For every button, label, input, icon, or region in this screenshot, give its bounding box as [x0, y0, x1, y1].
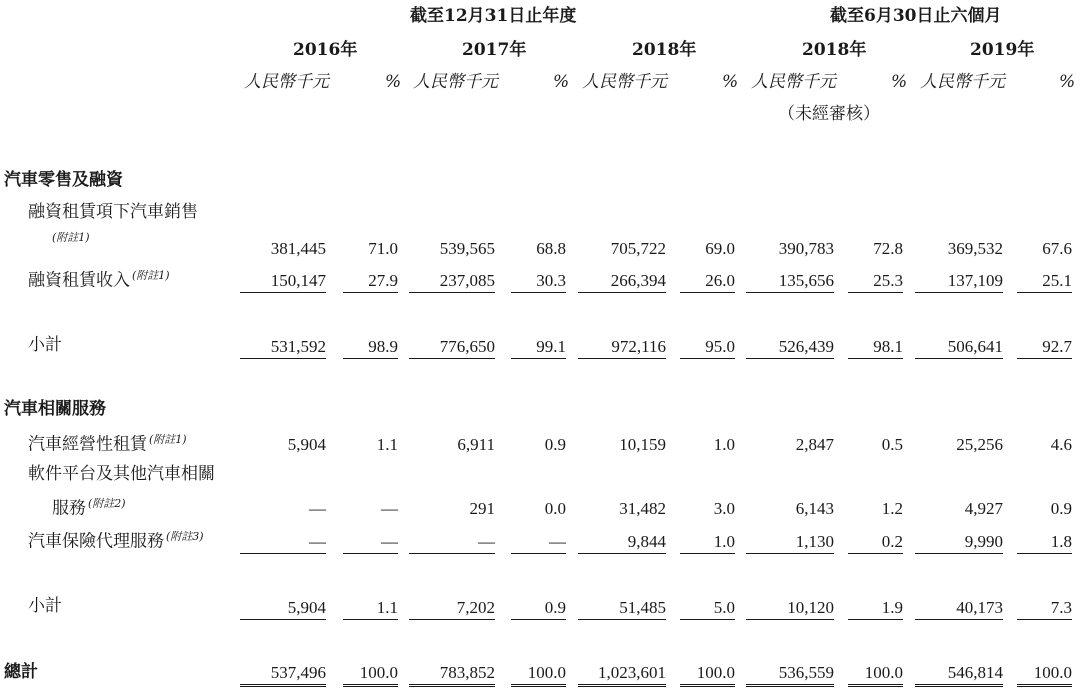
cell-total-col8: 546,814 [915, 664, 1003, 687]
cell-r1-col3: 68.8 [536, 239, 566, 258]
cell-sub1-col0: 531,592 [240, 338, 326, 359]
row-note-software-platform: (附註2) [88, 497, 126, 510]
cell-total-col4: 1,023,601 [578, 664, 666, 687]
cell-s2-col3: 0.0 [544, 499, 566, 518]
header-group-year-ended: 截至12月31日止年度 [410, 6, 577, 26]
row-label-software-platform-line1: 軟件平台及其他汽車相關 [28, 464, 215, 484]
cell-r1-col9: 67.6 [1042, 239, 1072, 258]
cell-s3-col6: 1,130 [746, 533, 834, 554]
cell-s1-col1: 1.1 [376, 435, 398, 454]
cell-s2-col2: 291 [469, 499, 495, 518]
cell-total-col3: 100.0 [511, 664, 566, 687]
cell-s3-col9: 1.8 [1017, 533, 1072, 554]
cell-r1-col2: 539,565 [439, 239, 495, 258]
cell-s1-col0: 5,904 [287, 435, 326, 454]
cell-s3-col4: 9,844 [578, 533, 666, 554]
cell-sub1-col5: 95.0 [680, 338, 735, 359]
cell-r2-col3: 30.3 [511, 272, 566, 293]
cell-s3-col1: — [343, 533, 398, 554]
cell-s2-col7: 1.2 [881, 499, 903, 518]
cell-s1-col2: 6,911 [457, 435, 495, 454]
cell-sub2-col6: 10,120 [746, 599, 834, 620]
row-label-total: 總計 [4, 662, 38, 682]
header-year-2018: 2018年 [632, 40, 697, 60]
cell-r1-col7: 72.8 [873, 239, 903, 258]
cell-s3-col5: 1.0 [680, 533, 735, 554]
section-retail-financing: 汽車零售及融資 [4, 170, 123, 190]
row-label-software-platform-line2 [52, 498, 126, 518]
cell-r1-col1: 71.0 [368, 239, 398, 258]
unit-rmb-2017: 人民幣千元 [413, 72, 498, 92]
row-note-insurance-agency: (附註3) [166, 530, 204, 543]
header-year-2018-h1: 2018年 [802, 40, 867, 60]
row-label-subtotal-services: 小計 [28, 596, 62, 616]
cell-sub2-col5: 5.0 [680, 599, 735, 620]
cell-s1-col4: 10,159 [619, 435, 666, 454]
header-group-six-months: 截至6月30日止六個月 [830, 6, 1002, 26]
cell-sub2-col9: 7.3 [1017, 599, 1072, 620]
cell-sub2-col8: 40,173 [915, 599, 1003, 620]
cell-r2-col1: 27.9 [343, 272, 398, 293]
cell-sub1-col8: 506,641 [915, 338, 1003, 359]
cell-sub1-col2: 776,650 [409, 338, 495, 359]
cell-s1-col9: 4.6 [1050, 435, 1072, 454]
section-vehicle-services: 汽車相關服務 [4, 399, 106, 419]
cell-total-col0: 537,496 [240, 664, 326, 687]
cell-total-col7: 100.0 [848, 664, 903, 687]
cell-s3-col3: — [511, 533, 566, 554]
cell-s3-col8: 9,990 [915, 533, 1003, 554]
cell-sub2-col3: 0.9 [511, 599, 566, 620]
cell-r2-col5: 26.0 [680, 272, 735, 293]
cell-s3-col7: 0.2 [848, 533, 903, 554]
cell-r1-col0: 381,445 [270, 239, 326, 258]
row-label-software-platform-text: 服務 [52, 498, 86, 519]
header-year-2016: 2016年 [293, 40, 358, 60]
unit-pct-2017: % [553, 72, 570, 92]
cell-sub2-col0: 5,904 [240, 599, 326, 620]
row-label-operating-lease [28, 434, 187, 454]
cell-r2-col2: 237,085 [409, 272, 495, 293]
cell-total-col9: 100.0 [1017, 664, 1072, 687]
cell-sub2-col7: 1.9 [848, 599, 903, 620]
row-note-finance-lease-income: (附註1) [132, 269, 170, 282]
unit-rmb-2018-h1: 人民幣千元 [751, 72, 836, 92]
cell-sub1-col6: 526,439 [746, 338, 834, 359]
row-label-insurance-agency [28, 531, 204, 551]
cell-sub1-col7: 98.1 [848, 338, 903, 359]
unit-pct-2016: % [385, 72, 402, 92]
unit-pct-2018-h1: % [891, 72, 908, 92]
cell-total-col1: 100.0 [343, 664, 398, 687]
cell-sub1-col9: 92.7 [1017, 338, 1072, 359]
header-year-2017: 2017年 [462, 40, 527, 60]
cell-sub1-col4: 972,116 [578, 338, 666, 359]
cell-s2-col5: 3.0 [713, 499, 735, 518]
cell-r1-col4: 705,722 [610, 239, 666, 258]
row-label-finance-lease-income [28, 270, 170, 290]
cell-total-col2: 783,852 [409, 664, 495, 687]
cell-r1-col5: 69.0 [705, 239, 735, 258]
row-label-subtotal-retail: 小計 [28, 335, 62, 355]
row-note-operating-lease: (附註1) [149, 433, 187, 446]
row-label-insurance-agency-text: 汽車保險代理服務 [28, 531, 164, 552]
cell-total-col6: 536,559 [746, 664, 834, 687]
row-note-finance-lease-sales: (附註1) [52, 231, 90, 244]
cell-s2-col0: — [309, 499, 326, 518]
cell-s2-col6: 6,143 [795, 499, 834, 518]
unit-pct-2019-h1: % [1059, 72, 1076, 92]
unit-pct-2018: % [722, 72, 739, 92]
cell-s3-col2: — [409, 533, 495, 554]
cell-r2-col9: 25.1 [1017, 272, 1072, 293]
cell-s1-col5: 1.0 [713, 435, 735, 454]
cell-r2-col4: 266,394 [578, 272, 666, 293]
cell-total-col5: 100.0 [680, 664, 735, 687]
cell-sub1-col1: 98.9 [343, 338, 398, 359]
cell-s2-col8: 4,927 [964, 499, 1003, 518]
cell-s1-col7: 0.5 [881, 435, 903, 454]
row-label-operating-lease-text: 汽車經營性租賃 [28, 434, 147, 455]
cell-s1-col6: 2,847 [795, 435, 834, 454]
row-label-finance-lease-sales: 融資租賃項下汽車銷售 [28, 202, 198, 222]
cell-s1-col8: 25,256 [956, 435, 1003, 454]
cell-r2-col0: 150,147 [240, 272, 326, 293]
cell-sub2-col4: 51,485 [578, 599, 666, 620]
cell-s2-col1: — [381, 499, 398, 518]
cell-sub2-col1: 1.1 [343, 599, 398, 620]
cell-s2-col4: 31,482 [619, 499, 666, 518]
header-year-2019-h1: 2019年 [970, 40, 1035, 60]
cell-s1-col3: 0.9 [544, 435, 566, 454]
row-label-finance-lease-income-text: 融資租賃收入 [28, 270, 130, 291]
cell-r2-col6: 135,656 [746, 272, 834, 293]
unaudited-note: （未經審核） [778, 104, 880, 124]
cell-r2-col7: 25.3 [848, 272, 903, 293]
cell-r2-col8: 137,109 [915, 272, 1003, 293]
cell-s3-col0: — [240, 533, 326, 554]
unit-rmb-2019-h1: 人民幣千元 [920, 72, 1005, 92]
cell-sub1-col3: 99.1 [511, 338, 566, 359]
unit-rmb-2016: 人民幣千元 [244, 72, 329, 92]
cell-r1-col8: 369,532 [947, 239, 1003, 258]
cell-r1-col6: 390,783 [778, 239, 834, 258]
cell-s2-col9: 0.9 [1050, 499, 1072, 518]
unit-rmb-2018: 人民幣千元 [582, 72, 667, 92]
cell-sub2-col2: 7,202 [409, 599, 495, 620]
